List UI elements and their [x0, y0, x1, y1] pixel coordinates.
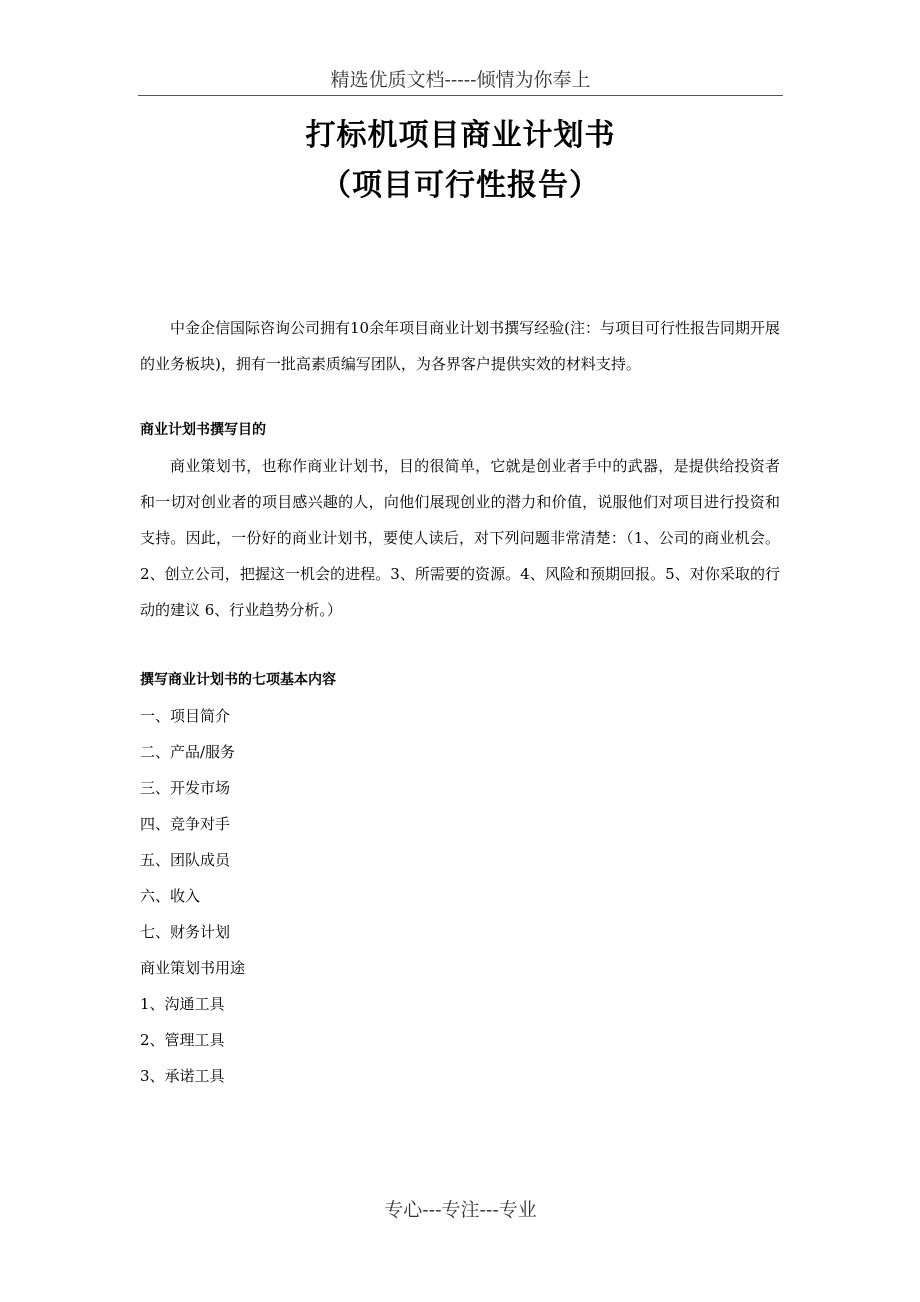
page-header: 精选优质文档-----倾情为你奉上: [330, 69, 591, 91]
list-item: 五、团队成员: [140, 851, 231, 869]
purpose-paragraph: 商业策划书，也称作商业计划书，目的很简单，它就是创业者手中的武器，是提供给投资者和一切对创业者的项目感兴趣的人，向他们展现创业的潜力和价值，说服他们对项目进行投资和支持。因此，一份好的商业计划书，要使人读后，对下列问题非常清楚：（1、公司的商业机会。2、创立公司，把握这一机会的进程。3、所需要的资源。4、风险和预期回报。5、对你采取的行动的建议 6、行业趋势分析。）: [140, 457, 780, 619]
list-item: 六、收入: [140, 887, 201, 905]
document-title: 打标机项目商业计划书: [305, 118, 616, 153]
intro-paragraph: 中金企信国际咨询公司拥有10余年项目商业计划书撰写经验(注：与项目可行性报告同期开展的业务板块)，拥有一批高素质编写团队，为各界客户提供实效的材料支持。: [140, 319, 780, 373]
list-item: 四、竞争对手: [140, 815, 231, 833]
list-item: 2、管理工具: [140, 1031, 225, 1049]
contents-heading: 撰写商业计划书的七项基本内容: [140, 672, 336, 688]
list-item: 3、承诺工具: [140, 1067, 225, 1085]
list-item: 1、沟通工具: [140, 995, 225, 1013]
spacer: [140, 382, 780, 412]
purpose-heading: 商业计划书撰写目的: [140, 422, 266, 438]
document-body: [140, 310, 780, 1094]
list-item: 一、项目简介: [140, 707, 231, 725]
list-item: 七、财务计划: [140, 923, 231, 941]
spacer: [140, 628, 780, 662]
usage-heading: 商业策划书用途: [140, 959, 246, 977]
document-subtitle: （项目可行性报告）: [321, 168, 600, 203]
header-divider: [138, 95, 783, 96]
page-footer: 专心---专注---专业: [384, 1199, 537, 1221]
list-item: 二、产品/服务: [140, 743, 236, 761]
list-item: 三、开发市场: [140, 779, 231, 797]
